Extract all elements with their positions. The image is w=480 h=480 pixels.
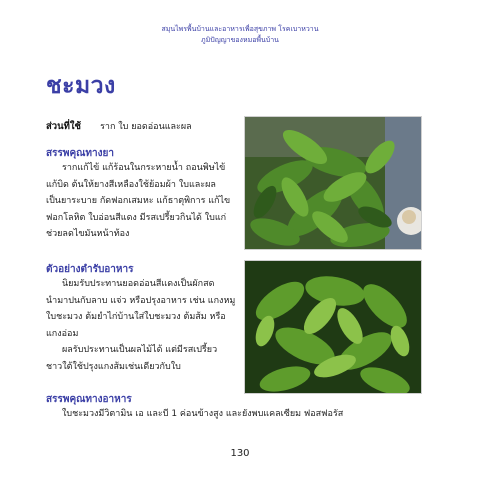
medicinal-line: แก้บิด ต้นให้ยางสีเหลืองใช้ย้อมผ้า ใบและผล [46, 179, 216, 190]
chamuang-leaves-photo-top [244, 116, 422, 250]
parts-used-label: ส่วนที่ใช้ [46, 121, 81, 132]
leaves-photo-bottom-image [245, 261, 421, 393]
medicinal-line: ช่วยลดไขมันหน้าท้อง [46, 229, 130, 240]
medicinal-line: เป็นยาระบาย กัดฟอกเสมหะ แก้ธาตุพิการ แก้ไข [46, 196, 231, 207]
recipe-paragraph [46, 276, 244, 376]
parts-used-value: ราก ใบ ยอดอ่อนและผล [100, 122, 192, 132]
nutrition-text: ใบชะมวงมีวิตามิน เอ และบี 1 ค่อนข้างสูง และยังพบแคลเซียม ฟอสฟอรัส [62, 409, 344, 419]
page-number: 130 [230, 448, 250, 459]
nutrition-heading: สรรพคุณทางอาหาร [46, 394, 132, 405]
running-header-line-2: ภูมิปัญญาของหมอพื้นบ้าน [201, 36, 279, 44]
medicinal-paragraph [46, 160, 244, 243]
chamuang-leaves-photo-bottom [244, 260, 422, 394]
recipe-line: นิยมรับประทานยอดอ่อนสีแดงเป็นผักสด [62, 279, 215, 289]
recipe-line: ชาวใต้ใช้ปรุงแกงส้มเช่นเดียวกับใบ [46, 361, 181, 372]
running-header-line-1: สมุนไพรพื้นบ้านและอาหารเพื่อสุขภาพ โรคเบาหวาน [161, 25, 319, 33]
recipe-line: ผลรับประทานเป็นผลไม้ได้ แต่มีรสเปรี้ยว [62, 345, 218, 356]
recipe-line: แกงอ่อม [46, 328, 79, 339]
recipe-line: นำมาปนกับลาบ แจ่ว หรือปรุงอาหาร เช่น แกงหมู [46, 295, 236, 306]
medicinal-heading: สรรพคุณทางยา [46, 148, 114, 159]
leaves-photo-top-image [245, 117, 421, 249]
medicinal-line: ฟอกโลหิต ใบอ่อนสีแดง มีรสเปรี้ยวกินได้ ใบแก่ [46, 212, 227, 223]
recipe-heading: ตัวอย่างตำรับอาหาร [46, 264, 134, 275]
recipe-line: ใบชะมวง ต้มยำไก่บ้านใส่ใบชะมวง ต้มส้ม หรือ [46, 312, 226, 323]
page-title: ชะมวง [46, 73, 116, 99]
medicinal-line: รากแก้ไข้ แก้ร้อนในกระหายน้ำ ถอนพิษไข้ [62, 163, 226, 173]
parts-used-row [46, 114, 192, 136]
